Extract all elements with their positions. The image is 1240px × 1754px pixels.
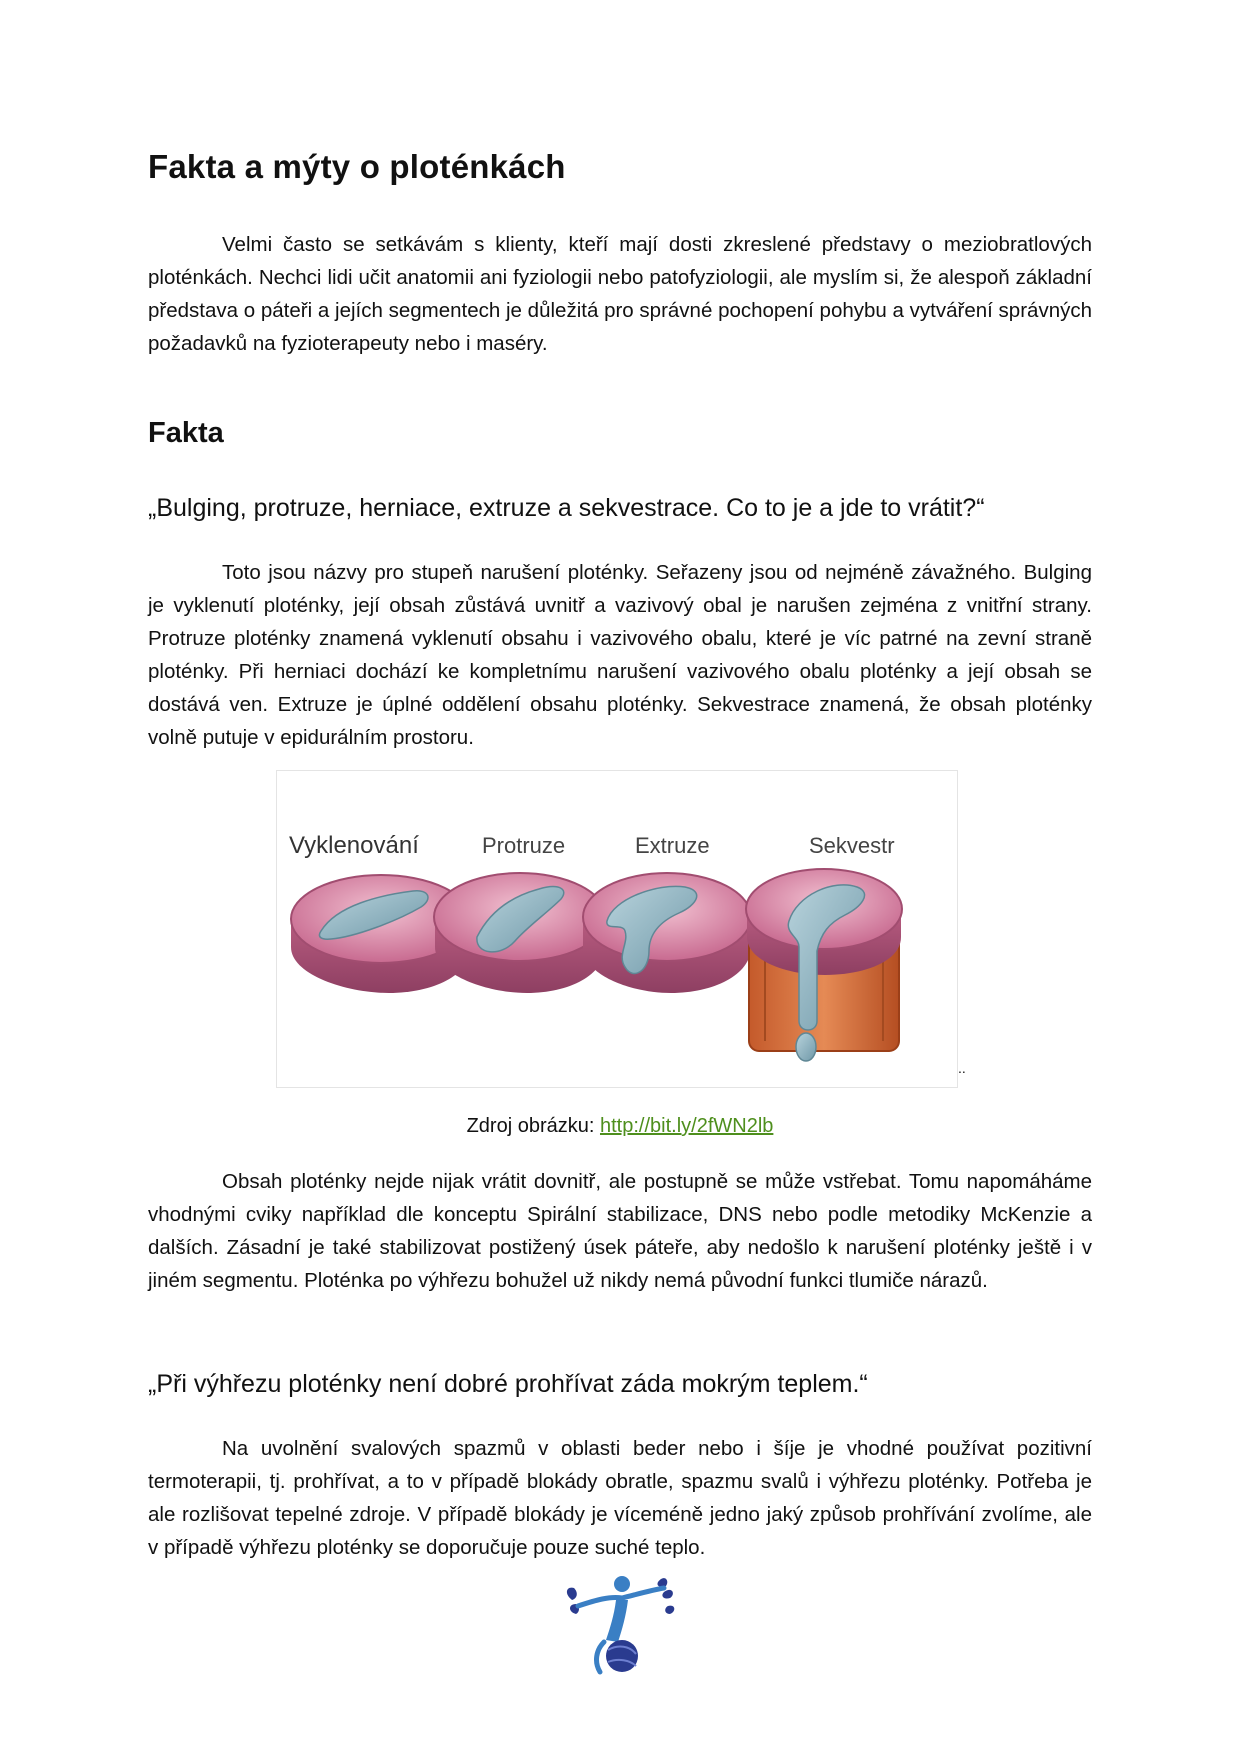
disc-stages-illustration [277, 771, 957, 1087]
question-heading-1: „Bulging, protruze, herniace, extruze a sekvestrace. Co to je a jde to vrátit?“ [148, 494, 985, 522]
question-heading-2: „Při výhřezu ploténky není dobré prohřívat záda mokrým teplem.“ [148, 1370, 868, 1398]
answer-paragraph-1: Toto jsou názvy pro stupeň narušení ploténky. Seřazeny jsou od nejméně závažného. Bulging je vyklenutí ploténky, její obsah zůstává uvnitř a vazivový obal je narušen zejména z vnitřní strany. Protruze ploténky znamená vyklenutí obsahu i vazivového obalu, které je víc patrné na zevní straně ploténky. Při herniaci dochází ke kompletnímu narušení vazivového obalu ploténky a její obsah se dostává ven. Extruze je úplné oddělení obsahu ploténky. Sekvestrace znamená, že obsah ploténky volně putuje v epidurálním prostoru. [148, 561, 1092, 749]
disc-extrusion [583, 873, 751, 993]
disc-herniation-figure [276, 770, 958, 1088]
caption-prefix: Zdroj obrázku: [466, 1115, 600, 1137]
stage-label-protrusion: Protruze [482, 833, 566, 858]
brand-logo [560, 1570, 680, 1680]
intro-paragraph: Velmi často se setkávám s klienty, kteří mají dosti zkreslené představy o meziobratlových ploténkách. Nechci lidi učit anatomii ani fyziologii nebo patofyziologii, ale myslím si, že alespoň základní představa o páteři a jejích segmentech je důležitá pro správné pochopení pohybu a vytváření správných požadavků na fyzioterapeuty nebo i maséry. [148, 233, 1092, 355]
section-heading: Fakta [148, 417, 224, 449]
disc-protrusion [434, 873, 606, 993]
disc-sequestration [746, 869, 902, 1061]
image-caption [0, 1115, 1240, 1138]
image-source-link[interactable]: http://bit.ly/2fWN2lb [599, 1115, 774, 1137]
stage-label-sequestration: Sekvestr [809, 833, 895, 858]
stage-label-bulging: Vyklenování [289, 832, 419, 859]
answer-paragraph-2: Na uvolnění svalových spazmů v oblasti beder nebo i šíje je vhodné používat pozitivní termoterapii, tj. prohřívat, a to v případě blokády obratle, spazmu svalů i výhřezu ploténky. Potřeba je ale rozlišovat tepelné zdroje. V případě blokády je víceméně jedno jaký způsob prohřívání zvolíme, ale v případě výhřezu ploténky se doporučuje pouze suché teplo. [148, 1437, 1092, 1559]
stage-label-extrusion: Extruze [635, 833, 710, 858]
figure-with-ball-logo-icon [560, 1570, 680, 1680]
figure-trailing-mark: .. [958, 1060, 966, 1076]
answer-paragraph-1-continued: Obsah ploténky nejde nijak vrátit dovnitř, ale postupně se může vstřebat. Tomu napomáháme vhodnými cviky například dle konceptu Spirální stabilizace, DNS nebo podle metodiky McKenzie a dalších. Zásadní je také stabilizovat postižený úsek páteře, aby nedošlo k narušení ploténky ještě i v jiném segmentu. Ploténka po výhřezu bohužel už nikdy nemá původní funkci tlumiče nárazů. [148, 1170, 1092, 1292]
page-title: Fakta a mýty o ploténkách [148, 148, 566, 185]
